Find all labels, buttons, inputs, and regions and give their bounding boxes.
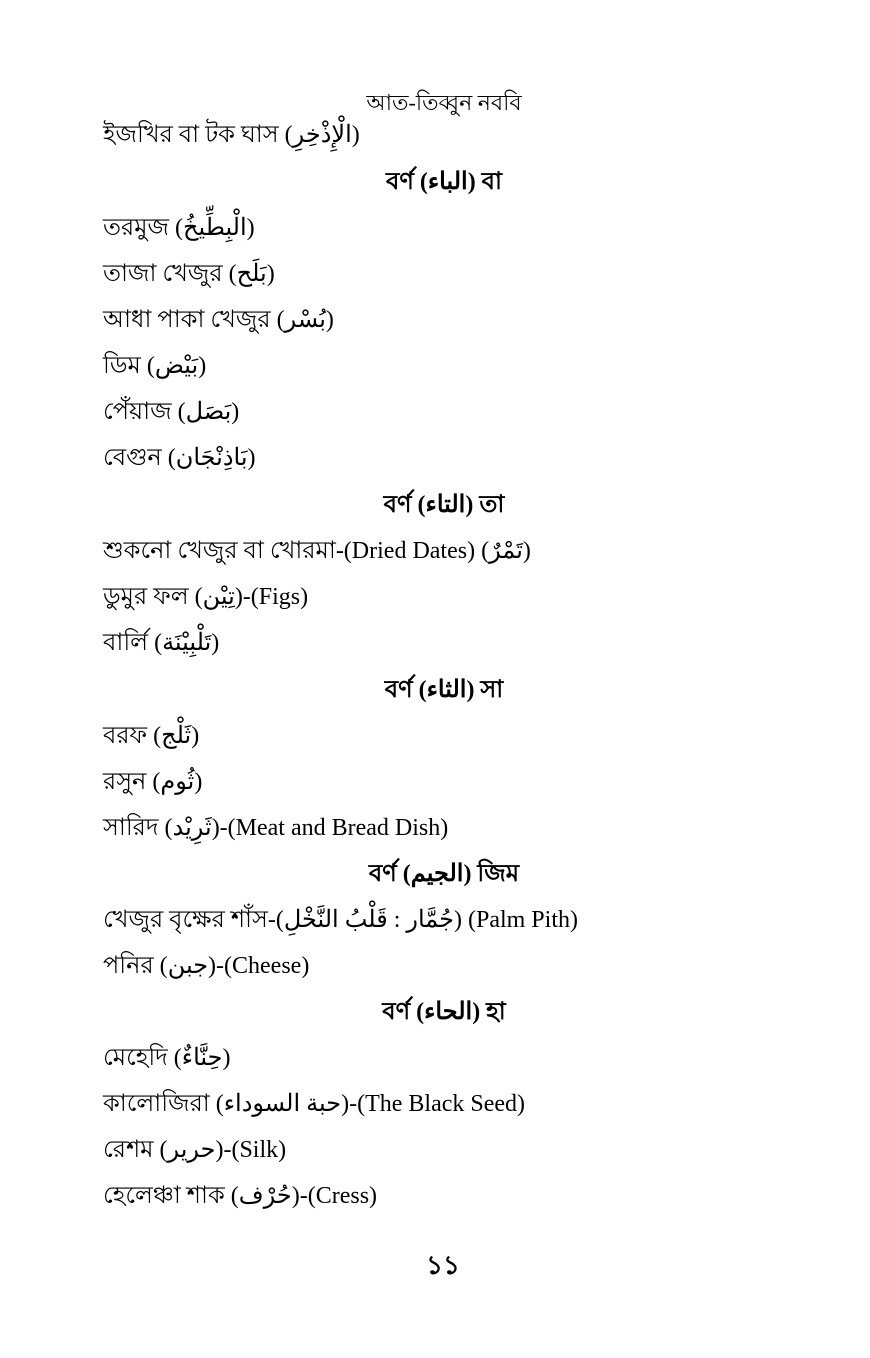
running-head: আত-তিব্বুন নববি: [366, 90, 522, 115]
entry-line: বেগুন (بَاذِنْجَان): [103, 445, 256, 471]
entry-line: ডুমুর ফল (تِيْن)-(Figs): [103, 584, 309, 610]
entry-line: বরফ (ثَلْج): [103, 723, 200, 749]
entry-line: মেহেদি (حِنَّاءٌ): [103, 1045, 231, 1071]
entry-line: তরমুজ (الْبِطِّيخُ): [103, 215, 255, 241]
letter-heading-jim: বর্ণ (الجيم) জিম: [368, 861, 520, 887]
letter-heading-sa: বর্ণ (الثاء) সা: [384, 677, 504, 703]
entry-line: রেশম (حرير)-(Silk): [103, 1137, 287, 1163]
entry-line: ডিম (بَيْض): [103, 353, 207, 379]
entry-line: পেঁয়াজ (بَصَل): [103, 399, 240, 425]
entry-line: রসুন (ثُوم): [103, 769, 203, 795]
entry-line: হেলেঞ্চা শাক (حُرْف)-(Cress): [103, 1183, 378, 1209]
entry-line: বার্লি (تَلْبِيْنَة): [103, 630, 220, 656]
entry-line: তাজা খেজুর (بَلَح): [103, 261, 275, 287]
entry-line: খেজুর বৃক্ষের শাঁস-(جُمَّار : قَلْبُ النَّخْلِ) (Palm Pith): [103, 907, 578, 933]
entry-line: ইজখির বা টক ঘাস (الْإِذْخِرِ): [103, 122, 360, 148]
entry-line: সারিদ (ثَرِيْد)-(Meat and Bread Dish): [103, 815, 449, 841]
letter-heading-ta: বর্ণ (التاء) তা: [383, 492, 505, 518]
letter-heading-ba: বর্ণ (الباء) বা: [385, 169, 502, 195]
letter-heading-ha: বর্ণ (الحاء) হা: [382, 999, 506, 1025]
page-number: ১১: [426, 1251, 460, 1280]
entry-line: শুকনো খেজুর বা খোরমা-(Dried Dates) (تَمْرٌ): [103, 538, 531, 564]
entry-line: পনির (جبن)-(Cheese): [103, 953, 310, 979]
entry-line: আধা পাকা খেজুর (بُسْر): [103, 307, 334, 333]
entry-line: কালোজিরা (حبة السوداء)-(The Black Seed): [103, 1091, 526, 1117]
